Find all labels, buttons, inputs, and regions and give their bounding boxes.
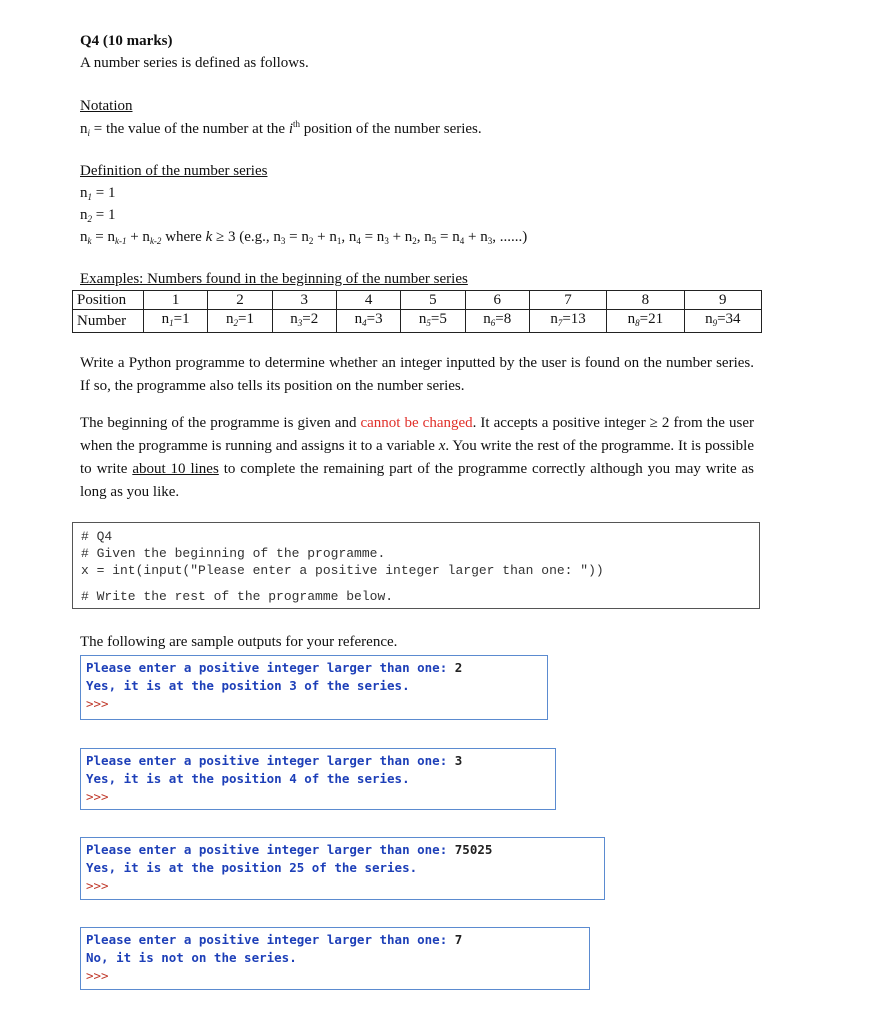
sample-result: Yes, it is at the position 25 of the series. — [86, 860, 418, 875]
number-cell: $n_4=3$ — [336, 310, 400, 333]
sample-repl-prompt: >>> — [86, 968, 109, 983]
sample-result: No, it is not on the series. — [86, 950, 297, 965]
question-intro: A number series is defined as follows. — [80, 55, 309, 71]
sample-output-box — [80, 748, 556, 810]
position-row — [73, 291, 762, 310]
definition-line-3: $n_k = n_{k-1} + n_{k-2}$ where k ≥ 3 (e.g., $n_3 = n_2 + n_1$, $n_4 = n_3 + n_2$, $n_5 = n_4 + n_3$, ......) — [80, 229, 528, 246]
code-line: x = int(input("Please enter a positive integer larger than one: ")) — [81, 563, 604, 578]
definition-heading: Definition of the number series — [80, 163, 268, 179]
notation-heading: Notation — [80, 98, 133, 114]
number-cell: $n_3=2$ — [272, 310, 336, 333]
sample-output-box — [80, 655, 548, 720]
definition-line-1: $n_1 = 1$ — [80, 185, 116, 202]
position-cell: 2 — [208, 291, 272, 310]
code-line: # Q4 — [81, 529, 113, 544]
number-cell: $n_1=1$ — [144, 310, 208, 333]
examples-heading: Examples: Numbers found in the beginning of the number series — [80, 271, 468, 287]
question-title: Q4 (10 marks) — [80, 33, 173, 49]
number-cell: $n_8=21$ — [607, 310, 684, 333]
task-paragraph-2: The beginning of the programme is given and cannot be changed. It accepts a positive integer ≥ 2 from the user when the programme is running and assigns it to a variable x. You write the rest of the programme. It is possible to write about 10 lines to complete the remaining part of the programme correctly although you may write as long as you like. — [80, 415, 755, 500]
position-cell: 4 — [336, 291, 400, 310]
position-cell: 9 — [684, 291, 761, 310]
code-line: # Write the rest of the programme below. — [81, 589, 394, 604]
position-cell: 5 — [401, 291, 465, 310]
sample-prompt-text: Please enter a positive integer larger than one: — [86, 842, 455, 857]
position-cell: 3 — [272, 291, 336, 310]
sample-input: 3 — [454, 753, 463, 768]
series-table — [72, 290, 762, 333]
sample-repl-prompt: >>> — [86, 878, 109, 893]
number-cell: $n_9=34$ — [684, 310, 761, 333]
sample-output-box — [80, 837, 605, 900]
number-label: Number — [73, 310, 144, 333]
sample-input: 7 — [454, 932, 463, 947]
number-row — [73, 310, 762, 333]
sample-result: Yes, it is at the position 3 of the series. — [86, 678, 410, 693]
cannot-be-changed-text: cannot be changed — [360, 415, 473, 431]
number-cell: $n_6=8$ — [465, 310, 529, 333]
sample-input: 2 — [454, 660, 463, 675]
position-cell: 8 — [607, 291, 684, 310]
sample-prompt-text: Please enter a positive integer larger than one: — [86, 660, 455, 675]
sample-result: Yes, it is at the position 4 of the series. — [86, 771, 410, 786]
position-label: Position — [73, 291, 144, 310]
sample-output-box — [80, 927, 590, 990]
number-cell: $n_7=13$ — [529, 310, 606, 333]
sample-prompt-text: Please enter a positive integer larger than one: — [86, 932, 455, 947]
number-cell: $n_5=5$ — [401, 310, 465, 333]
samples-heading: The following are sample outputs for your reference. — [80, 634, 398, 650]
sample-input: 75025 — [454, 842, 493, 857]
position-cell: 6 — [465, 291, 529, 310]
about-10-lines-text: about 10 lines — [132, 461, 219, 477]
position-cell: 7 — [529, 291, 606, 310]
notation-text: $n_i$ = the value of the number at the $i^{th}$ position of the number series. — [80, 119, 482, 138]
sample-repl-prompt: >>> — [86, 789, 109, 804]
task-paragraph-1: Write a Python programme to determine whether an integer inputted by the user is found on the number series. If so, the programme also tells its position on the number series. — [80, 355, 754, 394]
position-cell: 1 — [144, 291, 208, 310]
sample-repl-prompt: >>> — [86, 696, 109, 711]
sample-prompt-text: Please enter a positive integer larger than one: — [86, 753, 455, 768]
number-cell: $n_2=1$ — [208, 310, 272, 333]
code-box — [72, 522, 760, 609]
definition-line-2: $n_2 = 1$ — [80, 207, 116, 224]
code-line: # Given the beginning of the programme. — [81, 546, 386, 561]
